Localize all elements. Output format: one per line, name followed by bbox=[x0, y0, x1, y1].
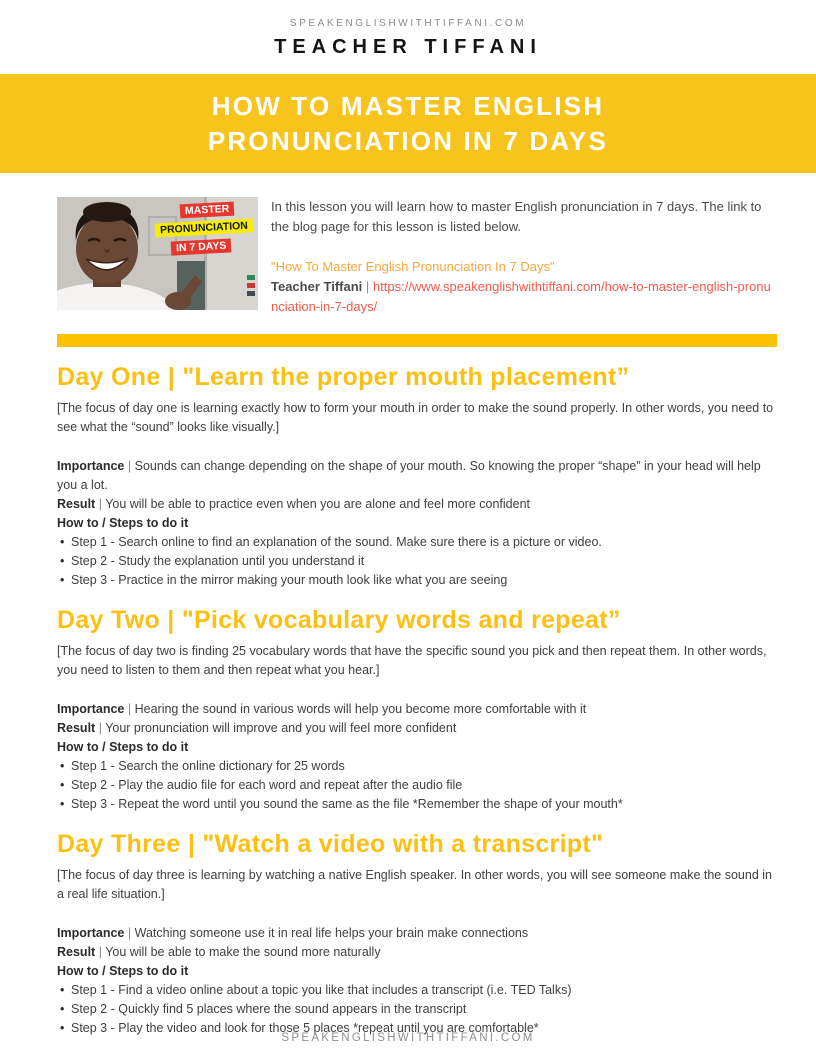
section-day-three bbox=[57, 830, 777, 1038]
importance-line bbox=[57, 457, 777, 495]
brand-name: TEACHER TIFFANI bbox=[274, 36, 542, 58]
importance-line bbox=[57, 700, 777, 719]
lesson-title-link[interactable]: "How To Master English Pronunciation In 7 Days" bbox=[271, 259, 555, 274]
section-heading: Day Three | "Watch a video with a transcript" bbox=[57, 830, 604, 858]
step-item: • Step 1 - Search the online dictionary for 25 words bbox=[57, 757, 777, 776]
banner-title-line1: HOW TO MASTER ENGLISH bbox=[211, 90, 605, 121]
section-meta bbox=[57, 457, 777, 533]
lesson-url-link[interactable]: https://www.speakenglishwithtiffani.com/how-to-master-english-pronunciation-in-7-days/ bbox=[271, 279, 771, 314]
section-day-two bbox=[57, 606, 777, 814]
yellow-divider bbox=[57, 334, 777, 347]
importance-text: Hearing the sound in various words will help you become more comfortable with it bbox=[134, 702, 587, 716]
result-line bbox=[57, 719, 777, 738]
section-day-one bbox=[57, 363, 777, 590]
importance-label: Importance bbox=[57, 459, 125, 473]
result-label: Result bbox=[57, 945, 96, 959]
title-banner bbox=[0, 74, 816, 173]
thumbnail-badge-master: MASTER bbox=[179, 202, 234, 219]
step-item: • Step 1 - Find a video online about a topic you like that includes a transcript (i.e. TED Talks) bbox=[57, 981, 777, 1000]
section-heading: Day Two | "Pick vocabulary words and repeat” bbox=[57, 606, 621, 634]
section-heading: Day One | "Learn the proper mouth placement” bbox=[57, 363, 630, 391]
howto-label: How to / Steps to do it bbox=[57, 516, 189, 530]
result-line bbox=[57, 943, 777, 962]
step-item: • Step 2 - Play the audio file for each word and repeat after the audio file bbox=[57, 776, 777, 795]
intro-text bbox=[271, 197, 777, 317]
importance-line bbox=[57, 924, 777, 943]
steps-list bbox=[57, 533, 777, 590]
howto-label-line bbox=[57, 738, 777, 757]
importance-label: Importance bbox=[57, 926, 125, 940]
content-column bbox=[57, 197, 777, 1038]
importance-label: Importance bbox=[57, 702, 125, 716]
step-item: • Step 1 - Search online to find an explanation of the sound. Make sure there is a picture or video. bbox=[57, 533, 777, 552]
pipe-separator: | bbox=[98, 721, 102, 735]
thumbnail-badge-pronunciation: PRONUNCIATION bbox=[155, 218, 253, 237]
pipe-separator: | bbox=[98, 945, 102, 959]
site-name: SPEAKENGLISHWITHTIFFANI.COM bbox=[289, 18, 527, 29]
step-item: • Step 2 - Study the explanation until you understand it bbox=[57, 552, 777, 571]
step-item: • Step 3 - Repeat the word until you sound the same as the file *Remember the shape of your mouth* bbox=[57, 795, 777, 814]
banner-title-line2: PRONUNCIATION IN 7 DAYS bbox=[207, 125, 609, 156]
intro-description: In this lesson you will learn how to master English pronunciation in 7 days. The link to the blog page for this lesson is listed below. bbox=[271, 199, 762, 234]
video-thumbnail bbox=[57, 197, 258, 310]
result-line bbox=[57, 495, 777, 514]
page-footer: SPEAKENGLISHWITHTIFFANI.COM bbox=[281, 1032, 535, 1044]
howto-label-line bbox=[57, 514, 777, 533]
result-label: Result bbox=[57, 721, 96, 735]
howto-label: How to / Steps to do it bbox=[57, 964, 189, 978]
author-separator: | bbox=[365, 279, 370, 294]
pipe-separator: | bbox=[127, 702, 132, 716]
result-text: You will be able to practice even when you are alone and feel more confident bbox=[105, 497, 531, 511]
section-meta bbox=[57, 924, 777, 981]
pipe-separator: | bbox=[127, 459, 132, 473]
result-text: You will be able to make the sound more naturally bbox=[105, 945, 381, 959]
author-name: Teacher Tiffani bbox=[271, 279, 363, 294]
pipe-separator: | bbox=[127, 926, 132, 940]
steps-list bbox=[57, 757, 777, 814]
section-focus: [The focus of day two is finding 25 vocabulary words that have the specific sound you pick and then repeat them. In other words, you need to listen to them and then repeat what you hear.] bbox=[57, 644, 767, 677]
importance-text: Watching someone use it in real life helps your brain make connections bbox=[134, 926, 529, 940]
howto-label: How to / Steps to do it bbox=[57, 740, 189, 754]
page-header bbox=[0, 0, 816, 59]
step-item: • Step 3 - Practice in the mirror making your mouth look like what you are seeing bbox=[57, 571, 777, 590]
result-text: Your pronunciation will improve and you will feel more confident bbox=[105, 721, 457, 735]
intro-row bbox=[57, 197, 777, 317]
steps-list bbox=[57, 981, 777, 1038]
thumbnail-badge-days: IN 7 DAYS bbox=[170, 238, 231, 255]
howto-label-line bbox=[57, 962, 777, 981]
result-label: Result bbox=[57, 497, 96, 511]
step-item: • Step 2 - Quickly find 5 places where the sound appears in the transcript bbox=[57, 1000, 777, 1019]
section-meta bbox=[57, 700, 777, 757]
step-item: • Step 3 - Play the video and look for those 5 places *repeat until you are comfortable* bbox=[57, 1019, 777, 1038]
section-focus: [The focus of day three is learning by watching a native English speaker. In other words, you will see someone make the sound in a real life situation.] bbox=[57, 868, 772, 901]
section-focus: [The focus of day one is learning exactly how to form your mouth in order to make the sound properly. In other words, you need to see what the “sound” looks like visually.] bbox=[57, 401, 774, 434]
pipe-separator: | bbox=[98, 497, 102, 511]
importance-text: Sounds can change depending on the shape of your mouth. So knowing the proper “shape” in your head will help you a lot. bbox=[57, 459, 761, 492]
